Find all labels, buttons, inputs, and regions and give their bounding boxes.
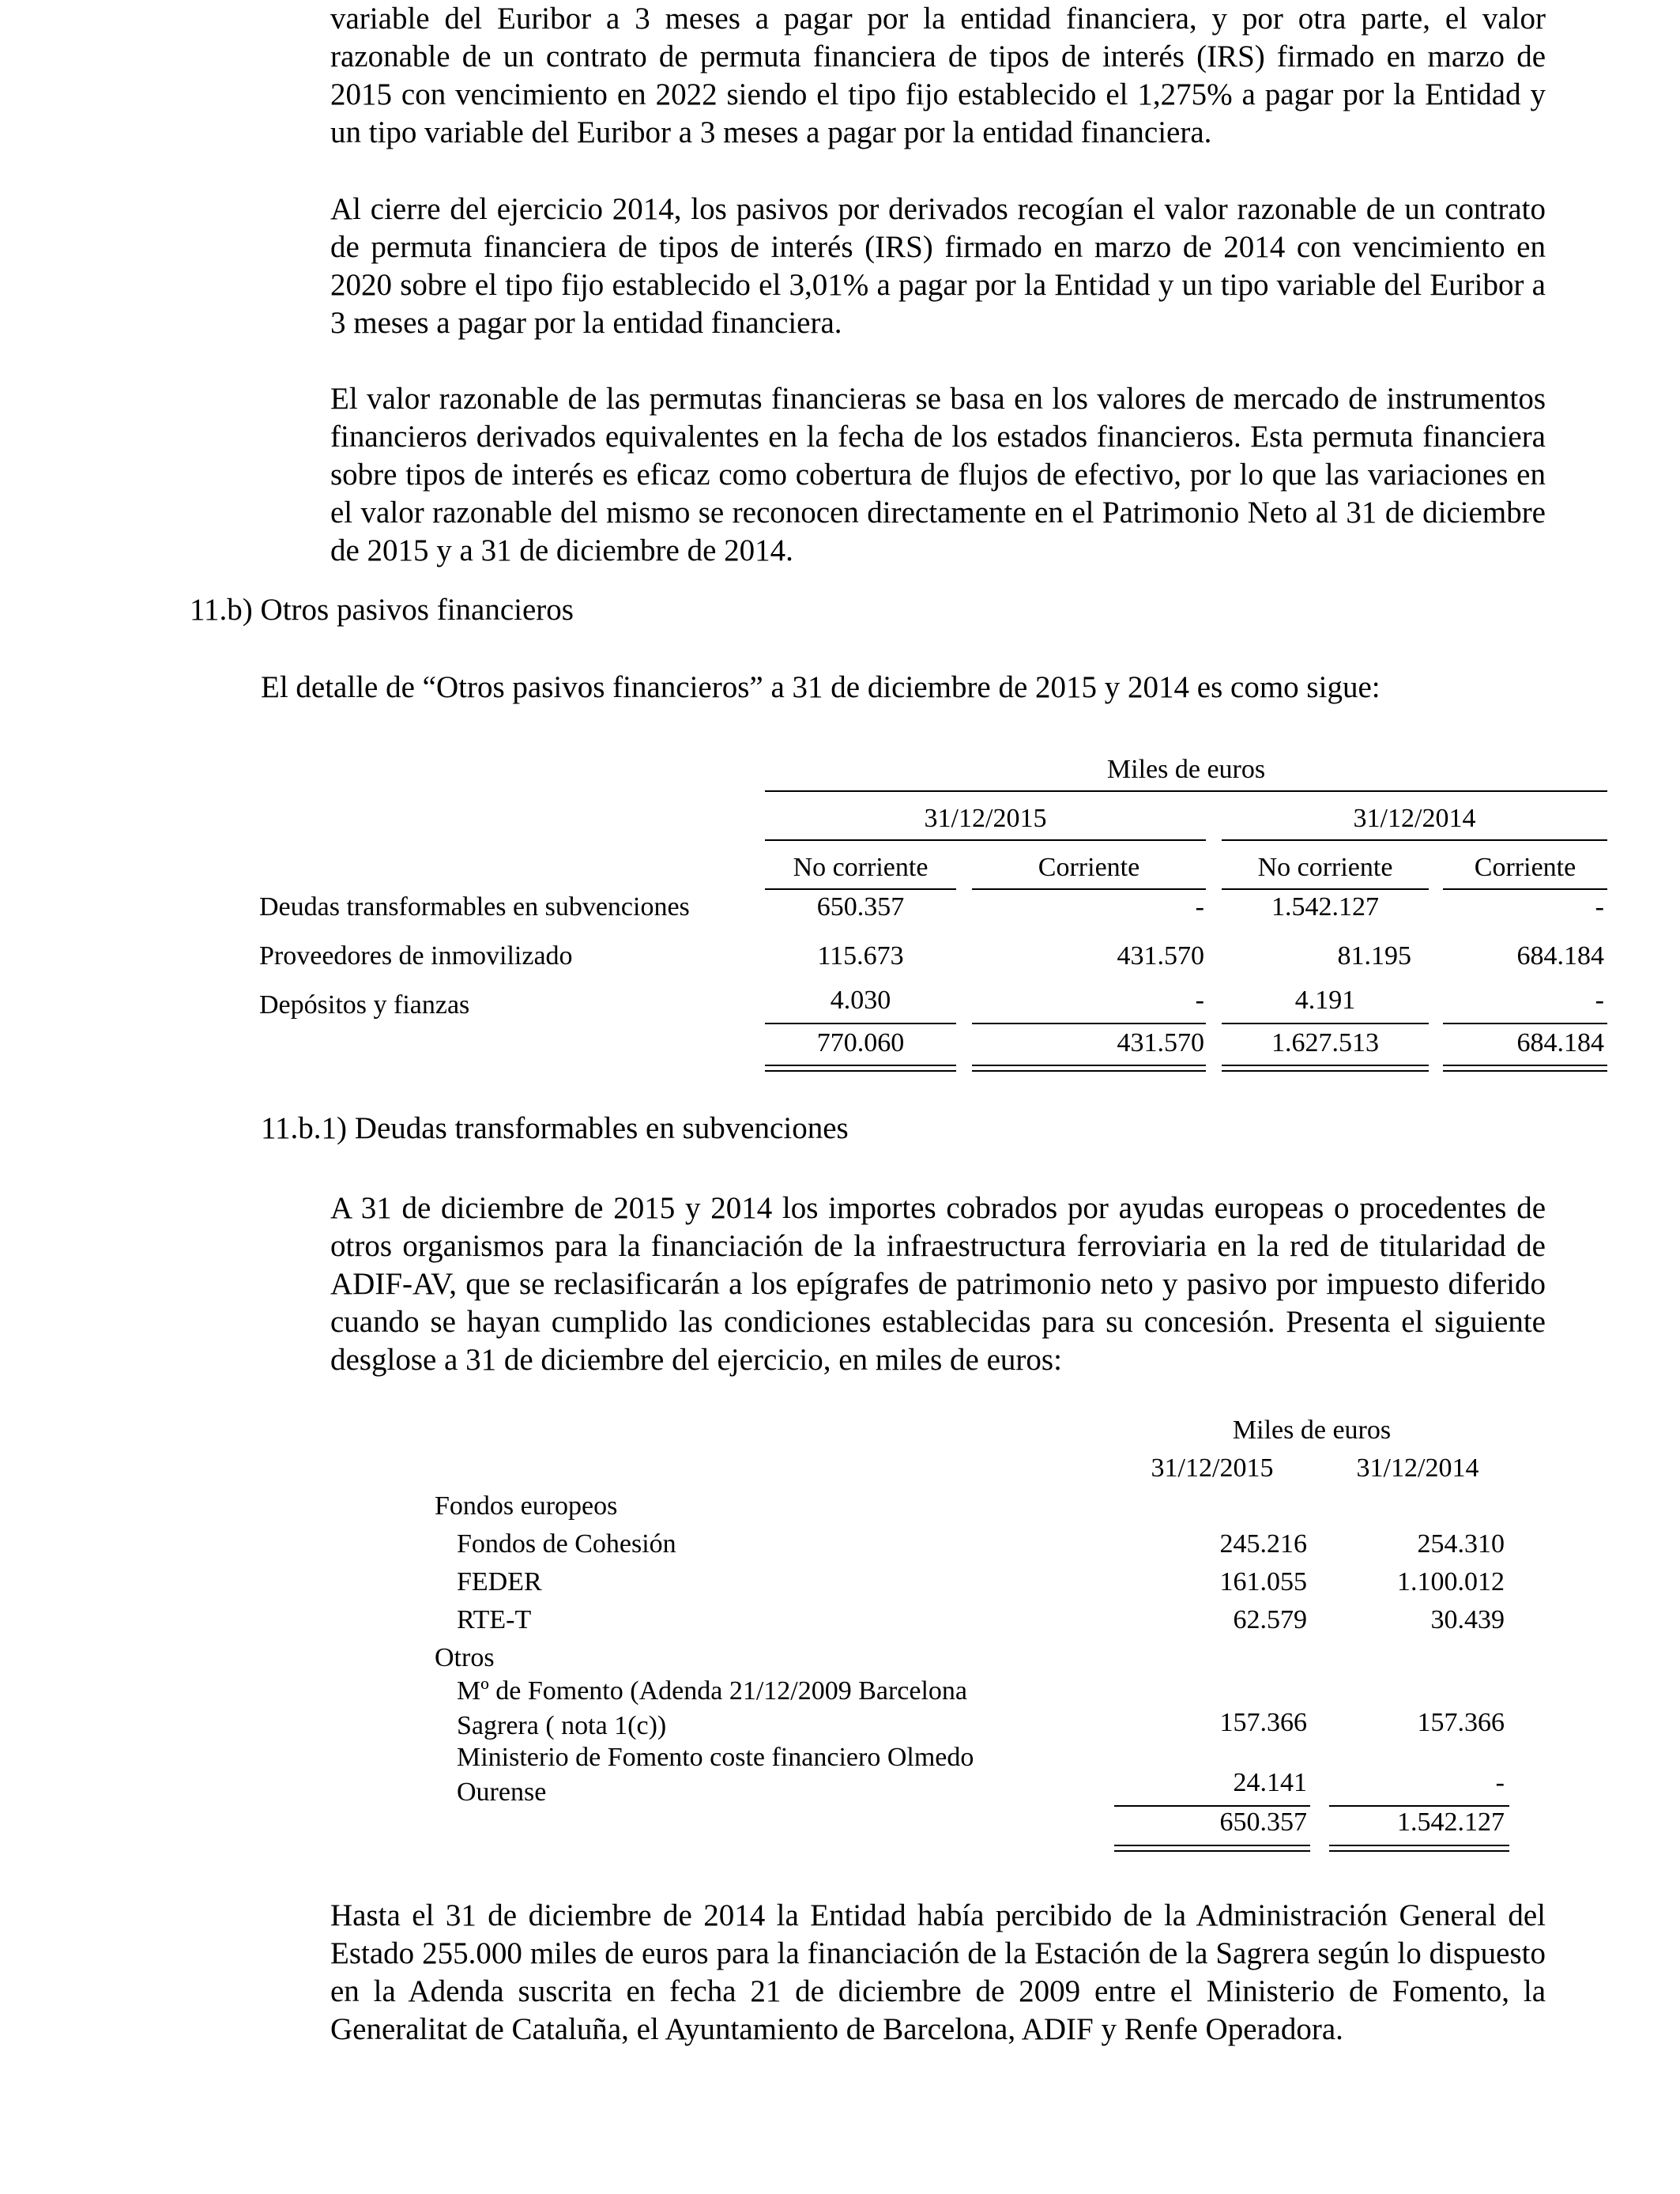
table-total-cell: 1.542.127 xyxy=(1397,1808,1505,1837)
table-divider xyxy=(1443,1023,1607,1024)
paragraph-text: variable del Euribor a 3 meses a pagar por la entidad financiera, y por otra parte, el valor razonable de un contrato de permuta financiera de tipos de interés (IRS) firmado en marzo de 2015 con vencimiento en 2022 siendo el tipo fijo establecido el 1,275% a pagar por la Entidad y un tipo variable del Euribor a 3 meses a pagar por la entidad financiera. xyxy=(330,2,1546,149)
table-cell: 24.141 xyxy=(1233,1768,1307,1797)
table-double-rule xyxy=(972,1065,1206,1072)
paragraph-valor-razonable xyxy=(330,380,1546,570)
table-cell: 81.195 xyxy=(1337,941,1411,971)
table-cell: 4.030 xyxy=(830,986,891,1015)
table-divider xyxy=(765,839,1206,841)
row-label: Proveedores de inmovilizado xyxy=(259,941,573,971)
table-total-cell: 431.570 xyxy=(1117,1028,1204,1057)
table-unit-label: Miles de euros xyxy=(1232,1416,1392,1445)
group-label: Fondos europeos xyxy=(435,1491,618,1521)
table-cell: 431.570 xyxy=(1117,941,1204,971)
table-divider xyxy=(1443,888,1607,890)
row-label: Ministerio de Fomento coste financiero Olmedo xyxy=(457,1743,974,1772)
paragraph-text: Hasta el 31 de diciembre de 2014 la Entidad había percibido de la Administración General del Estado 255.000 miles de euros para la financiación de la Estación de la Sagrera según lo dispuesto en la Adenda suscrita en fecha 21 de diciembre de 2009 entre el Ministerio de Fomento, la Generalitat de Cataluña, el Ayuntamiento de Barcelona, ADIF y Renfe Operadora. xyxy=(330,1898,1546,2046)
table-cell: - xyxy=(1595,986,1604,1015)
table-cell: 30.439 xyxy=(1430,1605,1505,1634)
paragraph-text: A 31 de diciembre de 2015 y 2014 los importes cobrados por ayudas europeas o procedentes de otros organismos para la financiación de la infraestructura ferroviaria en la red de titularidad de ADIF-AV, que se reclasificarán a los epígrafes de patrimonio neto y pasivo por impuesto diferido cuando se hayan cumplido las condiciones establecidas para su concesión. Presenta el siguiente desglose a 31 de diciembre del ejercicio, en miles de euros: xyxy=(330,1191,1546,1377)
paragraph-text: El valor razonable de las permutas financieras se basa en los valores de mercado de instrumentos financieros derivados equivalentes en la fecha de los estados financieros. Esta permuta financiera sobre tipos de interés es eficaz como cobertura de flujos de efectivo, por lo que las variaciones en el valor razonable del mismo se reconocen directamente en el Patrimonio Neto al 31 de diciembre de 2015 y a 31 de diciembre de 2014. xyxy=(330,382,1546,567)
table-year-header: 31/12/2014 xyxy=(1356,1453,1479,1483)
table-cell: 684.184 xyxy=(1516,941,1604,971)
table-column-header: Corriente xyxy=(1038,853,1140,882)
table-total-cell: 770.060 xyxy=(816,1028,905,1057)
table-cell: 4.191 xyxy=(1294,986,1356,1015)
table-total-cell: 1.627.513 xyxy=(1271,1028,1379,1057)
table-total-cell: 684.184 xyxy=(1516,1028,1604,1057)
table-total-cell: 650.357 xyxy=(1219,1808,1307,1837)
section-heading-11b1: 11.b.1) Deudas transformables en subvenciones xyxy=(261,1111,849,1145)
table-divider xyxy=(972,888,1206,890)
table-divider xyxy=(765,790,1607,792)
paragraph-estacion-sagrera xyxy=(330,1897,1546,2049)
paragraph-deudas-transformables xyxy=(330,1189,1546,1379)
table-cell: - xyxy=(1595,892,1604,922)
table-cell: - xyxy=(1195,986,1204,1015)
table-cell: 650.357 xyxy=(816,892,905,922)
table-column-header: Corriente xyxy=(1474,853,1576,882)
table-cell: 1.542.127 xyxy=(1271,892,1379,922)
table-divider xyxy=(972,1023,1206,1024)
table-year-header: 31/12/2014 xyxy=(1353,804,1476,833)
table-cell: 1.100.012 xyxy=(1397,1567,1505,1596)
table-double-rule xyxy=(1443,1065,1607,1072)
intro-otros-pasivos: El detalle de “Otros pasivos financieros” a 31 de diciembre de 2015 y 2014 es como sigue: xyxy=(261,670,1381,704)
row-label: Fondos de Cohesión xyxy=(457,1529,676,1559)
row-label-continuation: Sagrera ( nota 1(c)) xyxy=(457,1711,667,1740)
row-label: Mº de Fomento (Adenda 21/12/2009 Barcelona xyxy=(457,1676,968,1706)
table-double-rule xyxy=(1329,1845,1509,1852)
table-cell: 115.673 xyxy=(817,941,904,971)
row-label: Depósitos y fianzas xyxy=(259,990,470,1020)
paragraph-text: Al cierre del ejercicio 2014, los pasivos por derivados recogían el valor razonable de un contrato de permuta financiera de tipos de interés (IRS) firmado en marzo de 2014 con vencimiento en 2020 sobre el tipo fijo establecido el 3,01% a pagar por la Entidad y un tipo variable del Euribor a 3 meses a pagar por la entidad financiera. xyxy=(330,192,1546,340)
table-column-header: No corriente xyxy=(793,853,929,882)
table-cell: 254.310 xyxy=(1417,1529,1505,1559)
table-double-rule xyxy=(1222,1065,1429,1072)
paragraph-derivados-2015 xyxy=(330,0,1546,152)
table-divider xyxy=(1222,1023,1429,1024)
row-label-continuation: Ourense xyxy=(457,1777,547,1807)
table-year-header: 31/12/2015 xyxy=(1151,1453,1274,1483)
table-cell: 62.579 xyxy=(1233,1605,1307,1634)
table-double-rule xyxy=(1114,1845,1310,1852)
table-cell: - xyxy=(1495,1768,1505,1797)
table-column-header: No corriente xyxy=(1257,853,1393,882)
table-cell: - xyxy=(1195,892,1204,922)
row-label: RTE-T xyxy=(457,1605,532,1634)
table-double-rule xyxy=(765,1065,956,1072)
table-unit-label: Miles de euros xyxy=(1106,755,1266,784)
table-cell: 161.055 xyxy=(1219,1567,1307,1596)
table-cell: 245.216 xyxy=(1219,1529,1307,1559)
table-divider xyxy=(1222,839,1607,841)
paragraph-derivados-2014 xyxy=(330,190,1546,342)
table-cell: 157.366 xyxy=(1417,1708,1505,1737)
row-label: Deudas transformables en subvenciones xyxy=(259,892,690,922)
row-label: FEDER xyxy=(457,1567,542,1596)
section-heading-11b: 11.b) Otros pasivos financieros xyxy=(190,593,574,627)
table-divider xyxy=(765,888,956,890)
table-year-header: 31/12/2015 xyxy=(924,804,1047,833)
table-divider xyxy=(765,1023,956,1024)
table-divider xyxy=(1222,888,1429,890)
table-cell: 157.366 xyxy=(1219,1708,1307,1737)
group-label: Otros xyxy=(435,1643,495,1672)
